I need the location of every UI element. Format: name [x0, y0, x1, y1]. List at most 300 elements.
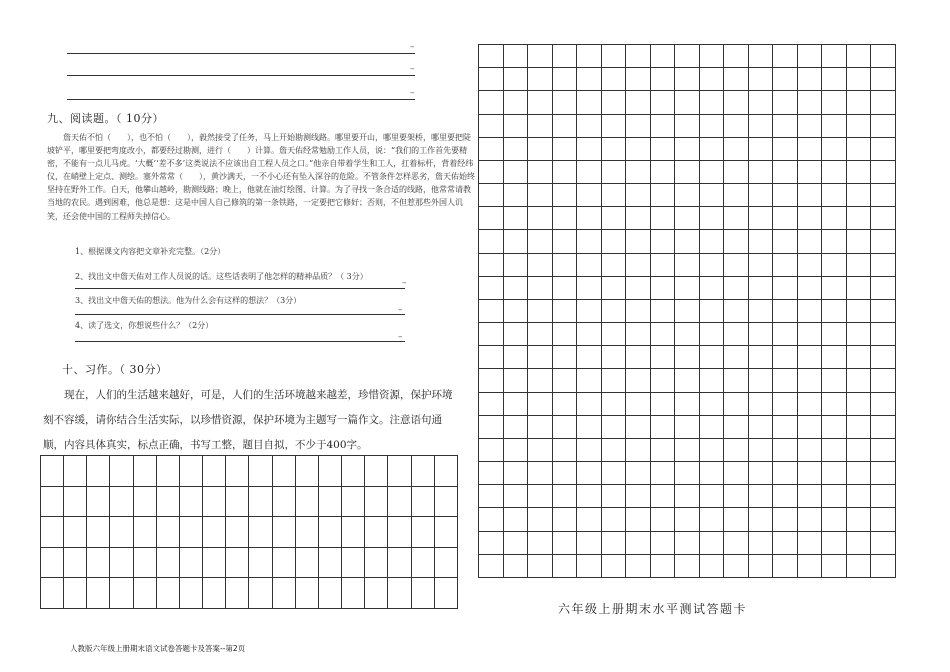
writing-grid-left[interactable] — [40, 455, 458, 609]
grid-cell[interactable] — [64, 456, 87, 487]
grid-cell[interactable] — [675, 346, 700, 369]
grid-cell[interactable] — [342, 456, 365, 487]
grid-cell[interactable] — [700, 138, 725, 161]
grid-cell[interactable] — [700, 184, 725, 207]
grid-cell[interactable] — [479, 68, 504, 91]
grid-cell[interactable] — [203, 517, 226, 548]
grid-cell[interactable] — [626, 230, 651, 253]
grid-cell[interactable] — [700, 439, 725, 462]
grid-cell[interactable] — [798, 323, 823, 346]
grid-cell[interactable] — [553, 369, 578, 392]
grid-cell[interactable] — [822, 161, 847, 184]
grid-cell[interactable] — [602, 485, 627, 508]
grid-cell[interactable] — [871, 91, 896, 114]
grid-cell[interactable] — [504, 462, 529, 485]
grid-cell[interactable] — [773, 230, 798, 253]
grid-cell[interactable] — [528, 323, 553, 346]
grid-cell[interactable] — [479, 254, 504, 277]
grid-cell[interactable] — [528, 230, 553, 253]
grid-cell[interactable] — [822, 45, 847, 68]
grid-cell[interactable] — [504, 393, 529, 416]
grid-cell[interactable] — [553, 323, 578, 346]
grid-cell[interactable] — [626, 369, 651, 392]
grid-cell[interactable] — [773, 277, 798, 300]
grid-cell[interactable] — [675, 115, 700, 138]
grid-cell[interactable] — [504, 254, 529, 277]
grid-cell[interactable] — [847, 184, 872, 207]
grid-cell[interactable] — [724, 254, 749, 277]
grid-cell[interactable] — [87, 548, 110, 579]
grid-cell[interactable] — [528, 485, 553, 508]
grid-cell[interactable] — [675, 416, 700, 439]
grid-cell[interactable] — [273, 456, 296, 487]
grid-cell[interactable] — [528, 207, 553, 230]
grid-cell[interactable] — [626, 439, 651, 462]
grid-cell[interactable] — [602, 439, 627, 462]
grid-cell[interactable] — [479, 462, 504, 485]
grid-cell[interactable] — [602, 230, 627, 253]
grid-cell[interactable] — [675, 91, 700, 114]
grid-cell[interactable] — [577, 555, 602, 578]
grid-cell[interactable] — [435, 548, 458, 579]
grid-cell[interactable] — [602, 323, 627, 346]
grid-cell[interactable] — [651, 416, 676, 439]
grid-cell[interactable] — [479, 230, 504, 253]
grid-cell[interactable] — [822, 68, 847, 91]
grid-cell[interactable] — [577, 485, 602, 508]
grid-cell[interactable] — [651, 230, 676, 253]
grid-cell[interactable] — [577, 230, 602, 253]
grid-cell[interactable] — [479, 369, 504, 392]
grid-cell[interactable] — [724, 91, 749, 114]
grid-cell[interactable] — [553, 555, 578, 578]
grid-cell[interactable] — [700, 115, 725, 138]
grid-cell[interactable] — [871, 115, 896, 138]
grid-cell[interactable] — [479, 300, 504, 323]
grid-cell[interactable] — [847, 532, 872, 555]
grid-cell[interactable] — [847, 277, 872, 300]
grid-cell[interactable] — [203, 548, 226, 579]
grid-cell[interactable] — [871, 462, 896, 485]
grid-cell[interactable] — [651, 68, 676, 91]
grid-cell[interactable] — [296, 548, 319, 579]
grid-cell[interactable] — [749, 277, 774, 300]
grid-cell[interactable] — [157, 578, 180, 609]
grid-cell[interactable] — [602, 277, 627, 300]
grid-cell[interactable] — [528, 138, 553, 161]
grid-cell[interactable] — [134, 578, 157, 609]
grid-cell[interactable] — [64, 487, 87, 518]
grid-cell[interactable] — [577, 462, 602, 485]
grid-cell[interactable] — [365, 487, 388, 518]
grid-cell[interactable] — [798, 207, 823, 230]
grid-cell[interactable] — [871, 555, 896, 578]
grid-cell[interactable] — [675, 184, 700, 207]
grid-cell[interactable] — [847, 230, 872, 253]
grid-cell[interactable] — [388, 517, 411, 548]
grid-cell[interactable] — [626, 300, 651, 323]
grid-cell[interactable] — [435, 578, 458, 609]
grid-cell[interactable] — [651, 485, 676, 508]
grid-cell[interactable] — [64, 578, 87, 609]
grid-cell[interactable] — [847, 346, 872, 369]
grid-cell[interactable] — [626, 485, 651, 508]
grid-cell[interactable] — [577, 508, 602, 531]
grid-cell[interactable] — [847, 68, 872, 91]
grid-cell[interactable] — [749, 115, 774, 138]
grid-cell[interactable] — [749, 369, 774, 392]
grid-cell[interactable] — [602, 161, 627, 184]
grid-cell[interactable] — [871, 416, 896, 439]
grid-cell[interactable] — [553, 91, 578, 114]
grid-cell[interactable] — [822, 207, 847, 230]
grid-cell[interactable] — [724, 508, 749, 531]
grid-cell[interactable] — [651, 508, 676, 531]
grid-cell[interactable] — [577, 254, 602, 277]
grid-cell[interactable] — [675, 508, 700, 531]
grid-cell[interactable] — [847, 393, 872, 416]
grid-cell[interactable] — [847, 508, 872, 531]
grid-cell[interactable] — [798, 555, 823, 578]
grid-cell[interactable] — [504, 277, 529, 300]
grid-cell[interactable] — [626, 161, 651, 184]
grid-cell[interactable] — [773, 323, 798, 346]
grid-cell[interactable] — [528, 346, 553, 369]
grid-cell[interactable] — [479, 508, 504, 531]
grid-cell[interactable] — [180, 548, 203, 579]
grid-cell[interactable] — [41, 456, 64, 487]
grid-cell[interactable] — [822, 485, 847, 508]
grid-cell[interactable] — [749, 485, 774, 508]
grid-cell[interactable] — [157, 456, 180, 487]
grid-cell[interactable] — [157, 548, 180, 579]
grid-cell[interactable] — [724, 68, 749, 91]
grid-cell[interactable] — [41, 517, 64, 548]
grid-cell[interactable] — [626, 91, 651, 114]
grid-cell[interactable] — [773, 207, 798, 230]
grid-cell[interactable] — [479, 555, 504, 578]
grid-cell[interactable] — [626, 416, 651, 439]
grid-cell[interactable] — [773, 45, 798, 68]
grid-cell[interactable] — [388, 578, 411, 609]
grid-cell[interactable] — [798, 254, 823, 277]
grid-cell[interactable] — [479, 184, 504, 207]
grid-cell[interactable] — [528, 254, 553, 277]
grid-cell[interactable] — [798, 138, 823, 161]
grid-cell[interactable] — [528, 416, 553, 439]
grid-cell[interactable] — [528, 393, 553, 416]
grid-cell[interactable] — [479, 532, 504, 555]
grid-cell[interactable] — [798, 161, 823, 184]
grid-cell[interactable] — [479, 91, 504, 114]
grid-cell[interactable] — [602, 207, 627, 230]
grid-cell[interactable] — [871, 323, 896, 346]
grid-cell[interactable] — [724, 184, 749, 207]
grid-cell[interactable] — [798, 369, 823, 392]
grid-cell[interactable] — [504, 115, 529, 138]
grid-cell[interactable] — [626, 184, 651, 207]
grid-cell[interactable] — [435, 456, 458, 487]
grid-cell[interactable] — [577, 207, 602, 230]
grid-cell[interactable] — [700, 68, 725, 91]
grid-cell[interactable] — [319, 548, 342, 579]
grid-cell[interactable] — [749, 184, 774, 207]
grid-cell[interactable] — [871, 369, 896, 392]
grid-cell[interactable] — [675, 439, 700, 462]
grid-cell[interactable] — [180, 517, 203, 548]
grid-cell[interactable] — [388, 487, 411, 518]
grid-cell[interactable] — [180, 456, 203, 487]
grid-cell[interactable] — [871, 161, 896, 184]
grid-cell[interactable] — [749, 68, 774, 91]
grid-cell[interactable] — [203, 487, 226, 518]
grid-cell[interactable] — [822, 555, 847, 578]
grid-cell[interactable] — [479, 207, 504, 230]
grid-cell[interactable] — [602, 91, 627, 114]
grid-cell[interactable] — [798, 393, 823, 416]
grid-cell[interactable] — [504, 555, 529, 578]
grid-cell[interactable] — [180, 487, 203, 518]
grid-cell[interactable] — [273, 578, 296, 609]
grid-cell[interactable] — [296, 578, 319, 609]
grid-cell[interactable] — [577, 416, 602, 439]
grid-cell[interactable] — [626, 323, 651, 346]
grid-cell[interactable] — [626, 207, 651, 230]
grid-cell[interactable] — [749, 323, 774, 346]
grid-cell[interactable] — [365, 456, 388, 487]
grid-cell[interactable] — [651, 138, 676, 161]
grid-cell[interactable] — [773, 485, 798, 508]
grid-cell[interactable] — [822, 277, 847, 300]
grid-cell[interactable] — [602, 508, 627, 531]
grid-cell[interactable] — [700, 230, 725, 253]
grid-cell[interactable] — [226, 548, 249, 579]
grid-cell[interactable] — [724, 323, 749, 346]
grid-cell[interactable] — [847, 485, 872, 508]
grid-cell[interactable] — [822, 346, 847, 369]
grid-cell[interactable] — [675, 138, 700, 161]
grid-cell[interactable] — [528, 532, 553, 555]
grid-cell[interactable] — [64, 517, 87, 548]
grid-cell[interactable] — [577, 369, 602, 392]
grid-cell[interactable] — [553, 277, 578, 300]
grid-cell[interactable] — [749, 439, 774, 462]
grid-cell[interactable] — [365, 578, 388, 609]
grid-cell[interactable] — [110, 456, 133, 487]
grid-cell[interactable] — [134, 456, 157, 487]
grid-cell[interactable] — [553, 161, 578, 184]
grid-cell[interactable] — [577, 45, 602, 68]
grid-cell[interactable] — [651, 369, 676, 392]
grid-cell[interactable] — [435, 517, 458, 548]
grid-cell[interactable] — [651, 277, 676, 300]
grid-cell[interactable] — [651, 161, 676, 184]
grid-cell[interactable] — [577, 161, 602, 184]
grid-cell[interactable] — [724, 138, 749, 161]
grid-cell[interactable] — [724, 439, 749, 462]
grid-cell[interactable] — [749, 346, 774, 369]
grid-cell[interactable] — [528, 300, 553, 323]
grid-cell[interactable] — [504, 346, 529, 369]
grid-cell[interactable] — [700, 485, 725, 508]
grid-cell[interactable] — [577, 393, 602, 416]
grid-cell[interactable] — [273, 517, 296, 548]
grid-cell[interactable] — [553, 393, 578, 416]
grid-cell[interactable] — [602, 115, 627, 138]
grid-cell[interactable] — [528, 555, 553, 578]
writing-grid-right[interactable] — [478, 44, 896, 578]
grid-cell[interactable] — [602, 138, 627, 161]
grid-cell[interactable] — [626, 393, 651, 416]
grid-cell[interactable] — [626, 138, 651, 161]
grid-cell[interactable] — [41, 548, 64, 579]
grid-cell[interactable] — [319, 517, 342, 548]
grid-cell[interactable] — [203, 578, 226, 609]
grid-cell[interactable] — [479, 138, 504, 161]
grid-cell[interactable] — [577, 184, 602, 207]
grid-cell[interactable] — [41, 578, 64, 609]
grid-cell[interactable] — [798, 508, 823, 531]
grid-cell[interactable] — [871, 532, 896, 555]
grid-cell[interactable] — [798, 230, 823, 253]
grid-cell[interactable] — [41, 487, 64, 518]
grid-cell[interactable] — [847, 161, 872, 184]
grid-cell[interactable] — [798, 91, 823, 114]
grid-cell[interactable] — [319, 487, 342, 518]
grid-cell[interactable] — [528, 439, 553, 462]
grid-cell[interactable] — [847, 138, 872, 161]
grid-cell[interactable] — [553, 346, 578, 369]
grid-cell[interactable] — [773, 115, 798, 138]
grid-cell[interactable] — [479, 45, 504, 68]
grid-cell[interactable] — [773, 555, 798, 578]
grid-cell[interactable] — [798, 439, 823, 462]
grid-cell[interactable] — [724, 485, 749, 508]
grid-cell[interactable] — [528, 462, 553, 485]
grid-cell[interactable] — [412, 456, 435, 487]
grid-cell[interactable] — [651, 91, 676, 114]
grid-cell[interactable] — [871, 184, 896, 207]
grid-cell[interactable] — [87, 456, 110, 487]
grid-cell[interactable] — [724, 230, 749, 253]
grid-cell[interactable] — [528, 91, 553, 114]
grid-cell[interactable] — [553, 184, 578, 207]
grid-cell[interactable] — [577, 68, 602, 91]
grid-cell[interactable] — [822, 230, 847, 253]
grid-cell[interactable] — [871, 346, 896, 369]
grid-cell[interactable] — [157, 487, 180, 518]
grid-cell[interactable] — [479, 323, 504, 346]
grid-cell[interactable] — [226, 578, 249, 609]
grid-cell[interactable] — [553, 254, 578, 277]
grid-cell[interactable] — [479, 277, 504, 300]
grid-cell[interactable] — [675, 462, 700, 485]
grid-cell[interactable] — [700, 277, 725, 300]
grid-cell[interactable] — [226, 456, 249, 487]
grid-cell[interactable] — [724, 532, 749, 555]
grid-cell[interactable] — [822, 91, 847, 114]
grid-cell[interactable] — [64, 548, 87, 579]
grid-cell[interactable] — [724, 416, 749, 439]
grid-cell[interactable] — [553, 485, 578, 508]
grid-cell[interactable] — [602, 68, 627, 91]
grid-cell[interactable] — [651, 184, 676, 207]
grid-cell[interactable] — [871, 485, 896, 508]
grid-cell[interactable] — [773, 508, 798, 531]
grid-cell[interactable] — [249, 487, 272, 518]
grid-cell[interactable] — [749, 416, 774, 439]
grid-cell[interactable] — [577, 439, 602, 462]
grid-cell[interactable] — [626, 555, 651, 578]
grid-cell[interactable] — [773, 138, 798, 161]
grid-cell[interactable] — [577, 115, 602, 138]
grid-cell[interactable] — [553, 532, 578, 555]
grid-cell[interactable] — [700, 369, 725, 392]
grid-cell[interactable] — [700, 346, 725, 369]
grid-cell[interactable] — [249, 517, 272, 548]
grid-cell[interactable] — [773, 254, 798, 277]
grid-cell[interactable] — [700, 532, 725, 555]
grid-cell[interactable] — [435, 487, 458, 518]
grid-cell[interactable] — [577, 277, 602, 300]
grid-cell[interactable] — [577, 91, 602, 114]
grid-cell[interactable] — [773, 439, 798, 462]
grid-cell[interactable] — [847, 207, 872, 230]
grid-cell[interactable] — [822, 369, 847, 392]
grid-cell[interactable] — [798, 346, 823, 369]
grid-cell[interactable] — [651, 45, 676, 68]
grid-cell[interactable] — [700, 555, 725, 578]
grid-cell[interactable] — [273, 548, 296, 579]
grid-cell[interactable] — [822, 532, 847, 555]
grid-cell[interactable] — [724, 45, 749, 68]
grid-cell[interactable] — [749, 207, 774, 230]
grid-cell[interactable] — [319, 456, 342, 487]
grid-cell[interactable] — [296, 517, 319, 548]
grid-cell[interactable] — [798, 115, 823, 138]
grid-cell[interactable] — [577, 346, 602, 369]
grid-cell[interactable] — [651, 555, 676, 578]
grid-cell[interactable] — [479, 485, 504, 508]
grid-cell[interactable] — [602, 300, 627, 323]
grid-cell[interactable] — [724, 346, 749, 369]
grid-cell[interactable] — [822, 115, 847, 138]
grid-cell[interactable] — [822, 300, 847, 323]
grid-cell[interactable] — [822, 439, 847, 462]
grid-cell[interactable] — [847, 323, 872, 346]
grid-cell[interactable] — [847, 45, 872, 68]
grid-cell[interactable] — [602, 184, 627, 207]
grid-cell[interactable] — [822, 393, 847, 416]
grid-cell[interactable] — [773, 91, 798, 114]
grid-cell[interactable] — [749, 508, 774, 531]
grid-cell[interactable] — [342, 487, 365, 518]
grid-cell[interactable] — [822, 462, 847, 485]
grid-cell[interactable] — [319, 578, 342, 609]
grid-cell[interactable] — [651, 254, 676, 277]
grid-cell[interactable] — [700, 207, 725, 230]
grid-cell[interactable] — [412, 548, 435, 579]
grid-cell[interactable] — [749, 532, 774, 555]
grid-cell[interactable] — [822, 323, 847, 346]
grid-cell[interactable] — [249, 548, 272, 579]
grid-cell[interactable] — [871, 439, 896, 462]
grid-cell[interactable] — [847, 369, 872, 392]
grid-cell[interactable] — [87, 487, 110, 518]
grid-cell[interactable] — [226, 517, 249, 548]
grid-cell[interactable] — [479, 115, 504, 138]
grid-cell[interactable] — [626, 68, 651, 91]
